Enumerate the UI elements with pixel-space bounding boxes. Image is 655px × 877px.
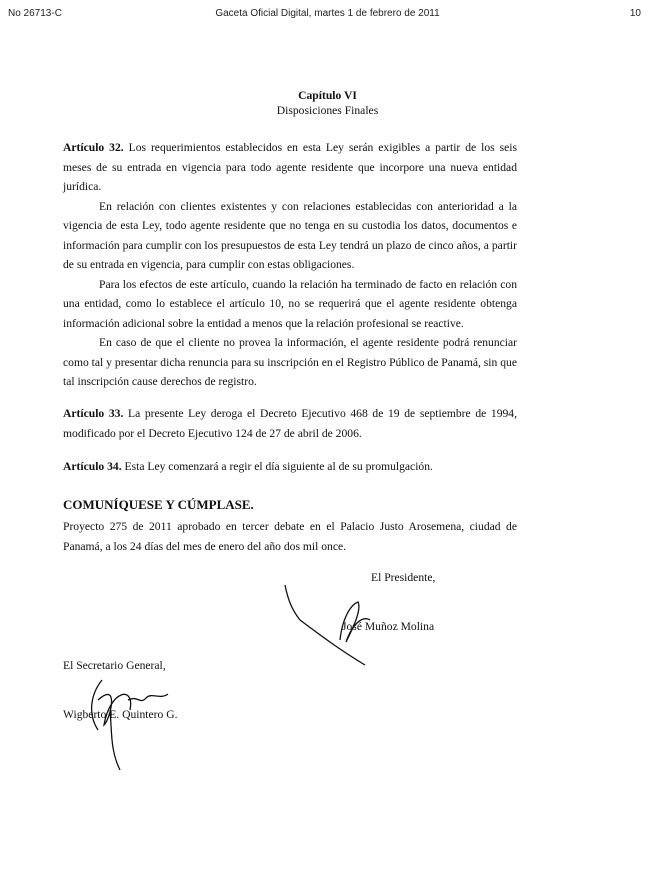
article-label: Artículo 34. (63, 460, 122, 473)
paragraph: Esta Ley comenzará a regir el día siguiente al de su promulgación. (124, 460, 433, 473)
article-label: Artículo 33. (63, 407, 124, 420)
president-title: El Presidente, (371, 571, 436, 584)
president-signature (280, 580, 390, 670)
chapter-title: Capítulo VI (298, 89, 357, 102)
secretary-signature (80, 670, 190, 780)
paragraph: En caso de que el cliente no provea la información, el agente residente podrá renunciar como tal y presentar dicha renuncia para su inscripción en el Registro Público de Panamá, sin que tal inscripción cause derechos de registro. (63, 336, 517, 388)
paragraph: La presente Ley deroga el Decreto Ejecutivo 468 de 19 de septiembre de 1994, modificado por el Decreto Ejecutivo 124 de 27 de abril de 2006. (63, 407, 517, 440)
article-34 (63, 457, 517, 477)
article-32-p1 (63, 138, 517, 197)
chapter-subtitle: Disposiciones Finales (276, 104, 379, 117)
paragraph: En relación con clientes existentes y con relaciones establecidas con anterioridad a la vigencia de esta Ley, todo agente residente que no tenga en su custodia los datos, documentos e información para cumplir con los presupuestos de esta Ley tendrá un plazo de cinco años, a partir de su entrada en vigencia, para cumplir con estas obligaciones. (63, 199, 517, 271)
gazette-title: Gaceta Oficial Digital, martes 1 de febrero de 2011 (215, 8, 440, 19)
secretary-title: El Secretario General, (63, 659, 166, 672)
paragraph: Para los efectos de este artículo, cuando la relación ha terminado de facto en relación con una entidad, como lo establece el artículo 10, no se requerirá que el agente residente obtenga información adicional sobre la entidad a menos que la relación profesional se reactive. (63, 277, 517, 330)
closing-text: Proyecto 275 de 2011 aprobado en tercer debate en el Palacio Justo Arosemena, ciudad de Panamá, a los 24 días del mes de enero del año dos mil once. (63, 520, 517, 553)
article-label: Artículo 32. (63, 141, 124, 154)
paragraph: Los requerimientos establecidos en esta Ley serán exigibles a partir de los seis meses de su entrada en vigencia para todo agente residente que incorpore una nueva entidad jurídica. (63, 141, 517, 193)
article-32 (63, 138, 517, 392)
article-33 (63, 404, 517, 443)
secretary-name: Wigberto E. Quintero G. (63, 708, 178, 721)
page-number: 10 (629, 8, 641, 19)
gazette-number: No 26713-C (8, 8, 62, 19)
president-name: José Muñoz Molina (342, 620, 435, 633)
closing-heading: COMUNÍQUESE Y CÚMPLASE. (63, 497, 254, 512)
